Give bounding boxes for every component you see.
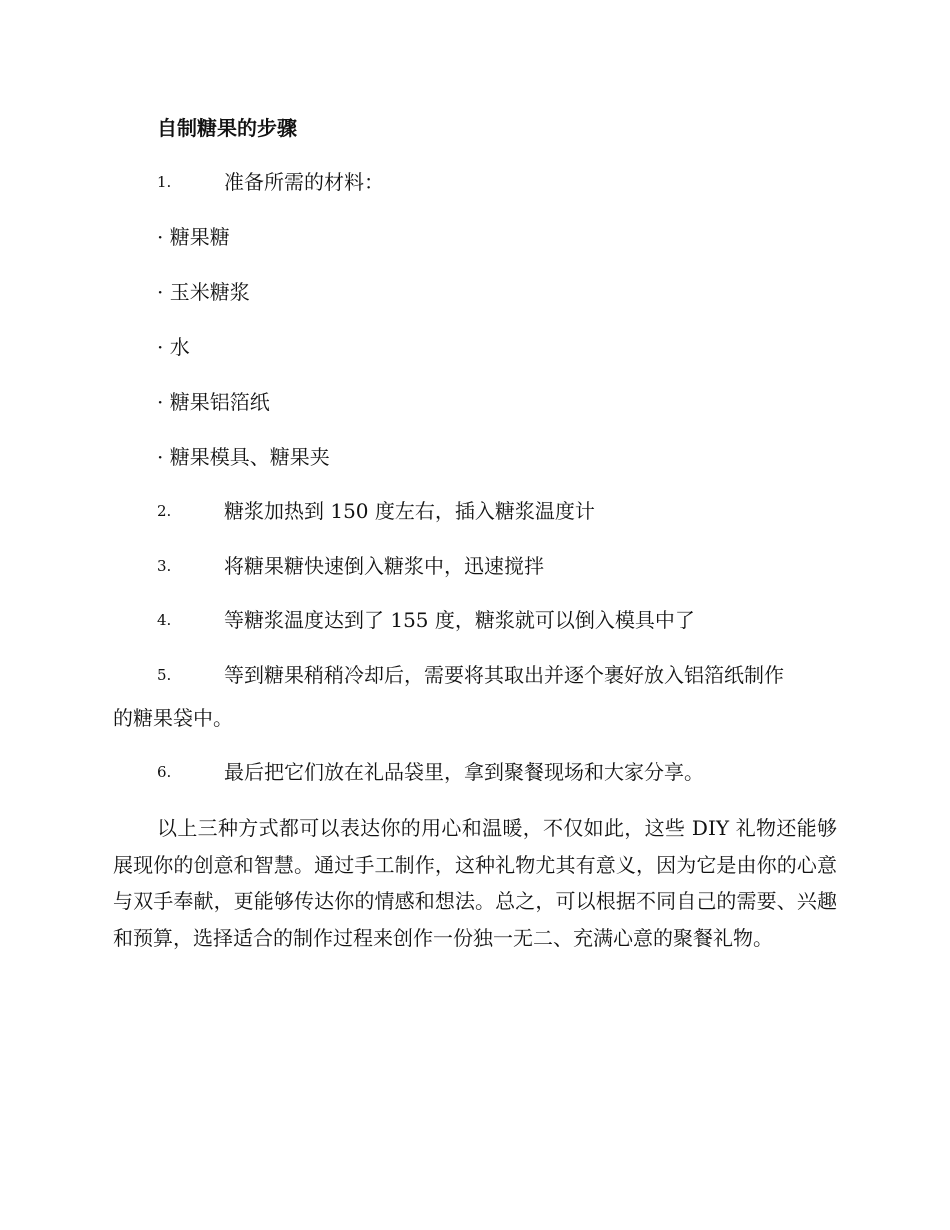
material-item: · 糖果糖 bbox=[157, 225, 230, 249]
step-text-2: 糖浆加热到 150 度左右，插入糖浆温度计 bbox=[224, 499, 595, 523]
step-text-4: 等糖浆温度达到了 155 度，糖浆就可以倒入模具中了 bbox=[224, 608, 695, 632]
step-text-5: 等到糖果稍稍冷却后，需要将其取出并逐个裹好放入铝箔纸制作 bbox=[224, 663, 784, 687]
step-number-2: 2. bbox=[157, 502, 172, 520]
step-number-5: 5. bbox=[157, 666, 172, 684]
step-text-3: 将糖果糖快速倒入糖浆中，迅速搅拌 bbox=[224, 554, 544, 578]
step-text-1: 准备所需的材料： bbox=[224, 170, 384, 194]
step-number-4: 4. bbox=[157, 611, 172, 629]
step-number-6: 6. bbox=[157, 763, 172, 781]
closing-paragraph: 以上三种方式都可以表达你的用心和温暖，不仅如此，这些 DIY 礼物还能够展现你的创意和智慧。通过手工制作，这种礼物尤其有意义，因为它是由你的心意与双手奉献，更能够传达你的情感和想法。总之，可以根据不同自己的需要、兴趣和预算，选择适合的制作过程来创作一份独一无二、充满心意的聚餐礼物。 bbox=[113, 816, 837, 950]
step-number-3: 3. bbox=[157, 557, 172, 575]
step-text-5-continuation: 的糖果袋中。 bbox=[113, 706, 233, 730]
material-item: · 糖果模具、糖果夹 bbox=[157, 445, 330, 469]
page-title: 自制糖果的步骤 bbox=[157, 116, 297, 140]
step-text-6: 最后把它们放在礼品袋里，拿到聚餐现场和大家分享。 bbox=[224, 760, 704, 784]
material-item: · 糖果铝箔纸 bbox=[157, 390, 270, 414]
material-item: · 玉米糖浆 bbox=[157, 280, 250, 304]
step-number-1: 1. bbox=[157, 173, 172, 191]
material-item: · 水 bbox=[157, 335, 190, 359]
